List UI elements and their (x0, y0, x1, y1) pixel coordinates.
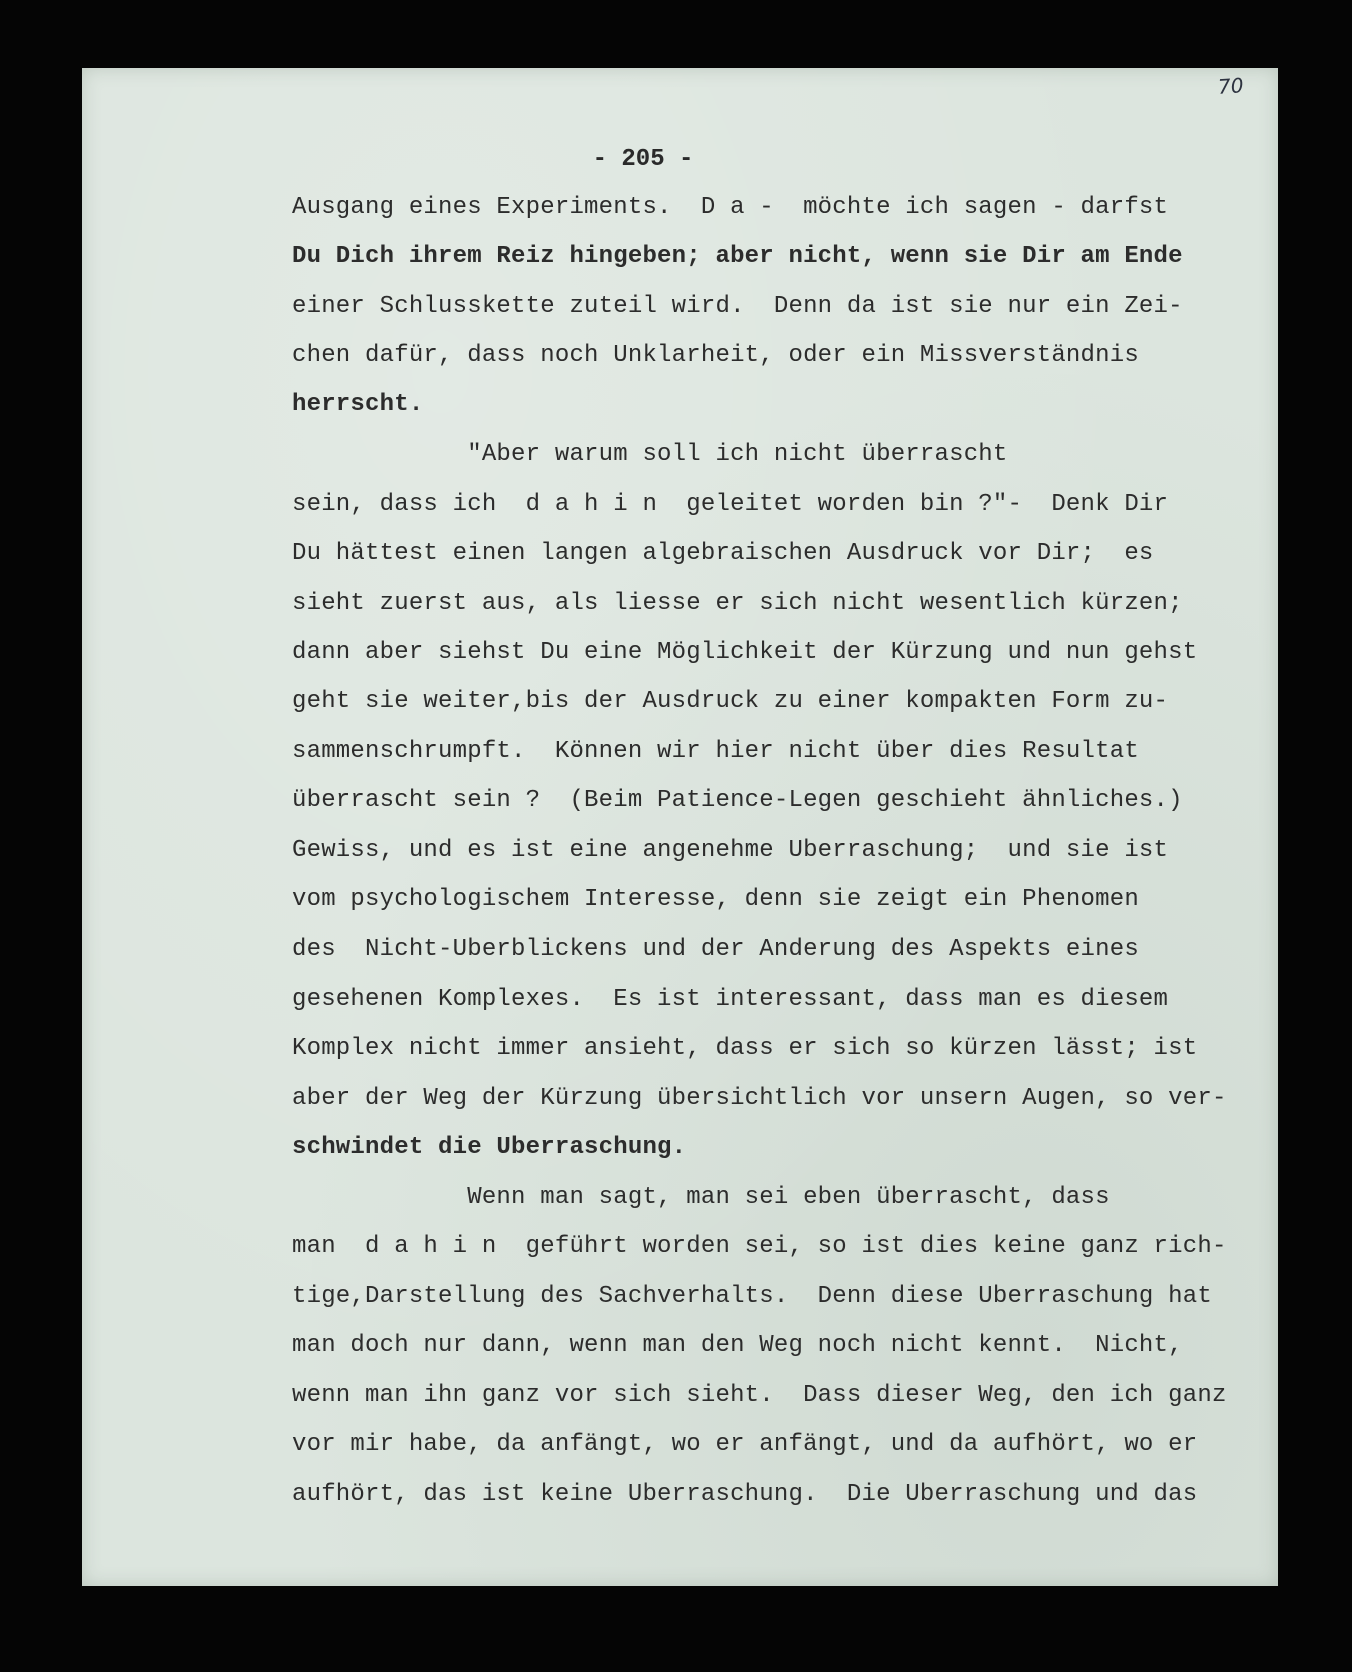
text-line: einer Schlusskette zuteil wird. Denn da ist sie nur ein Zei- (292, 293, 1183, 320)
text-line: Ausgang eines Experiments. D a - möchte ich sagen - darfst (292, 194, 1169, 221)
text-line: "Aber warum soll ich nicht überrascht (292, 441, 1008, 468)
text-line: Wenn man sagt, man sei eben überrascht, dass (292, 1184, 1110, 1211)
text-line: Du Dich ihrem Reiz hingeben; aber nicht, wenn sie Dir am Ende (292, 243, 1183, 270)
text-line: gesehenen Komplexes. Es ist interessant, dass man es diesem (292, 986, 1169, 1013)
text-line: schwindet die Uberraschung. (292, 1134, 687, 1161)
text-line: chen dafür, dass noch Unklarheit, oder ein Missverständnis (292, 342, 1139, 369)
text-line: geht sie weiter,bis der Ausdruck zu einer kompakten Form zu- (292, 688, 1169, 715)
page-number: - 205 - (592, 146, 694, 173)
text-line: tige,Darstellung des Sachverhalts. Denn diese Uberraschung hat (292, 1283, 1212, 1310)
text-line: Komplex nicht immer ansieht, dass er sich so kürzen lässt; ist (292, 1035, 1198, 1062)
text-line: aber der Weg der Kürzung übersichtlich vor unsern Augen, so ver- (292, 1085, 1227, 1112)
text-line: sammenschrumpft. Können wir hier nicht über dies Resultat (292, 738, 1139, 765)
text-line: wenn man ihn ganz vor sich sieht. Dass dieser Weg, den ich ganz (292, 1382, 1227, 1409)
text-line: man doch nur dann, wenn man den Weg noch nicht kennt. Nicht, (292, 1332, 1183, 1359)
text-line: sieht zuerst aus, als liesse er sich nicht wesentlich kürzen; (292, 590, 1183, 617)
text-line: Du hättest einen langen algebraischen Ausdruck vor Dir; es (292, 540, 1154, 567)
folio-number: 70 (1217, 73, 1245, 99)
text-line: vor mir habe, da anfängt, wo er anfängt, und da aufhört, wo er (292, 1431, 1198, 1458)
text-line: überrascht sein ? (Beim Patience-Legen geschieht ähnliches.) (292, 787, 1183, 814)
text-line: des Nicht-Uberblickens und der Anderung des Aspekts eines (292, 936, 1139, 963)
text-line: vom psychologischem Interesse, denn sie zeigt ein Phenomen (292, 886, 1139, 913)
text-line: dann aber siehst Du eine Möglichkeit der Kürzung und nun gehst (292, 639, 1198, 666)
text-line: man d a h i n geführt worden sei, so ist dies keine ganz rich- (292, 1233, 1227, 1260)
text-line: aufhört, das ist keine Uberraschung. Die Uberraschung und das (292, 1481, 1198, 1508)
text-line: sein, dass ich d a h i n geleitet worden bin ?"- Denk Dir (292, 491, 1169, 518)
text-line: Gewiss, und es ist eine angenehme Uberraschung; und sie ist (292, 837, 1169, 864)
text-line: herrscht. (292, 391, 424, 418)
